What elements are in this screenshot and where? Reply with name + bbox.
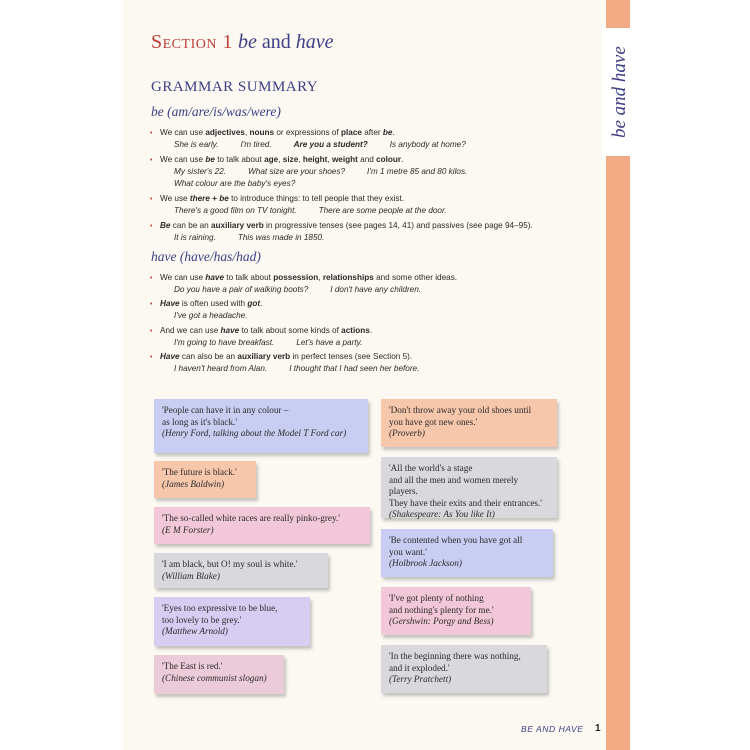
quote-card: 'Be contented when you have got all you want.' (Holbrook Jackson): [381, 529, 553, 577]
be-examples-4: It is raining. This was made in 1850.: [174, 233, 325, 242]
section-topic-2: have: [295, 31, 334, 53]
be-heading: be (am/are/is/was/were): [151, 104, 281, 119]
quote-card: 'People can have it in any colour – as long as it's black.' (Henry Ford, talking about the Model T Ford car): [154, 399, 368, 453]
have-bullet-3: • And we can use have to talk about some kinds of actions.: [150, 326, 373, 335]
quote-source: (Gershwin: Porgy and Bess): [389, 616, 494, 627]
quote-card: 'The so-called white races are really pinko-grey.' (E M Forster): [154, 507, 370, 544]
have-heading: have (have/has/had): [151, 249, 261, 264]
be-examples-3: There's a good film on TV tonight. There are some people at the door.: [174, 206, 447, 215]
quote-source: (E M Forster): [162, 524, 214, 535]
quote-card: 'The future is black.' (James Baldwin): [154, 461, 256, 498]
quote-card: 'All the world's a stage and all the men and women merely players. They have their exits and their entrances.' (Shakespeare: As You like It): [381, 457, 557, 518]
quote-card: 'Eyes too expressive to be blue, too lovely to be grey.' (Matthew Arnold): [154, 597, 310, 646]
quote-card: 'I am black, but O! my soul is white.' (William Blake): [154, 553, 328, 588]
side-tab-label: be and have: [609, 46, 630, 138]
quote-source: (Chinese communist slogan): [162, 672, 267, 683]
page-margin: [630, 0, 750, 750]
quote-card: 'The East is red.' (Chinese communist slogan): [154, 655, 284, 694]
have-examples-3: I'm going to have breakfast. Let's have a party.: [174, 338, 363, 347]
quote-source: (Matthew Arnold): [162, 626, 228, 637]
have-bullet-1: • We can use have to talk about possession, relationships and some other ideas.: [150, 273, 458, 282]
quote-source: (James Baldwin): [162, 478, 225, 489]
grammar-summary-heading: GRAMMAR SUMMARY: [151, 79, 319, 95]
quote-source: (Proverb): [389, 428, 425, 439]
have-bullet-2: • Have is often used with got.: [150, 299, 263, 308]
quote-card: 'I've got plenty of nothing and nothing's plenty for me.' (Gershwin: Porgy and Bess): [381, 587, 531, 635]
quote-source: (Henry Ford, talking about the Model T Ford car): [162, 428, 347, 439]
section-topic: be: [237, 31, 257, 53]
be-bullet-4: • Be can be an auxiliary verb in progressive tenses (see pages 14, 41) and passives (see page 94–95).: [150, 221, 533, 230]
be-examples-2: My sister's 22. What size are your shoes? I'm 1 metre 85 and 80 kilos.: [174, 167, 468, 176]
be-bullet-1: • We can use adjectives, nouns or expressions of place after be.: [150, 128, 395, 137]
quote-source: (Shakespeare: As You like It): [389, 509, 495, 520]
be-bullet-2: • We can use be to talk about age, size, height, weight and colour.: [150, 155, 404, 164]
have-examples-1: Do you have a pair of walking boots? I don't have any children.: [174, 285, 422, 294]
quote-card: 'Don't throw away your old shoes until you have got new ones.' (Proverb): [381, 399, 557, 447]
quote-source: (William Blake): [162, 570, 220, 581]
have-examples-4: I haven't heard from Alan. I thought that I had seen her before.: [174, 364, 420, 373]
be-examples-1: She is early. I'm tired. Are you a student? Is anybody at home?: [174, 140, 466, 149]
page-number: 1: [595, 723, 601, 734]
have-bullet-4: • Have can also be an auxiliary verb in perfect tenses (see Section 5).: [150, 352, 413, 361]
page-title: [151, 31, 334, 54]
running-head: BE AND HAVE: [521, 724, 584, 734]
section-and: and: [261, 31, 291, 53]
quote-source: (Terry Pratchett): [389, 674, 452, 685]
be-examples-2b: What colour are the baby's eyes?: [174, 179, 296, 188]
quote-source: (Holbrook Jackson): [389, 558, 462, 569]
be-bullet-3: • We use there + be to introduce things: to tell people that they exist.: [150, 194, 405, 203]
quote-card: 'In the beginning there was nothing, and it exploded.' (Terry Pratchett): [381, 645, 547, 693]
section-label: Section 1: [151, 31, 233, 53]
have-examples-2: I've got a headache.: [174, 311, 248, 320]
